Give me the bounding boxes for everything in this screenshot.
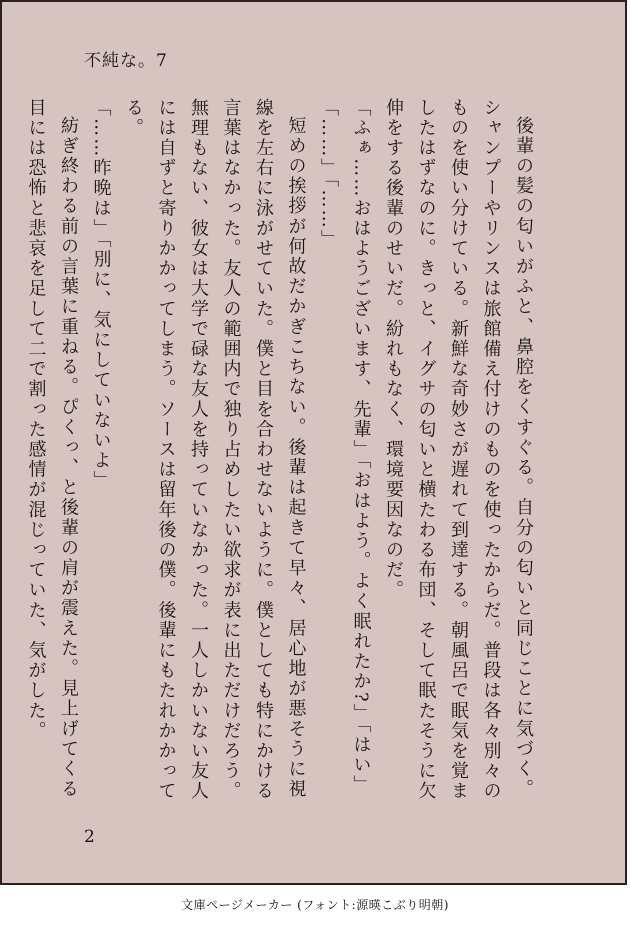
paragraph: 紡ぎ終わる前の言葉に重ねる。ぴくっ、と後輩の肩が震えた。見上げてくる目には恐怖と悲哀を足して二で割った感情が混じっていた、気がした。 [25, 98, 79, 800]
vertical-body-text [19, 98, 539, 803]
dialogue-paragraph: 「……昨晩は」「別に、気にしていないよ」 [90, 98, 112, 491]
paragraph: 短めの挨拶が何故だかぎこちない。後輩は起きて早々、居心地が悪そうに視線を左右に泳がせていた。僕と目を合わせないように。僕としても特にかける言葉はなかった。友人の範囲内で独り占めしたい欲求が表に出ただけだろう。無理もない、彼女は大学で碌な友人を持っていなかった。一人しかいない友人には自ずと寄りかかってしまう。ソースは留年後の僕。後輩にもたれかかってる。 [123, 98, 307, 802]
page-number: 2 [84, 827, 95, 847]
dialogue-paragraph: 「……」「……」 [318, 98, 339, 250]
chapter-title: 不純な。7 [84, 51, 168, 71]
footer-credit: 文庫ページメーカー (フォント:源暎こぶり明朝) [181, 898, 449, 912]
dialogue-paragraph: 「ふぁ……おはようございます、先輩」「おはよう。よく眠れたか?」「はい」 [350, 98, 372, 796]
paragraph: 後輩の髪の匂いがふと、鼻腔をくすぐる。自分の匂いと同じことに気づく。シャンプーやリンスは旅館備え付けのものを使ったからだ。普段は各々別々のものを使い分けている。新鮮な奇妙さが遅れて到達する。朝風呂で眠気を覚ましたはずなのに。きっと、イグサの匂いと横たわる布団、そして眠たそうに欠伸をする後輩のせいだ。紛れもなく、環境要因なのだ。 [383, 98, 534, 802]
